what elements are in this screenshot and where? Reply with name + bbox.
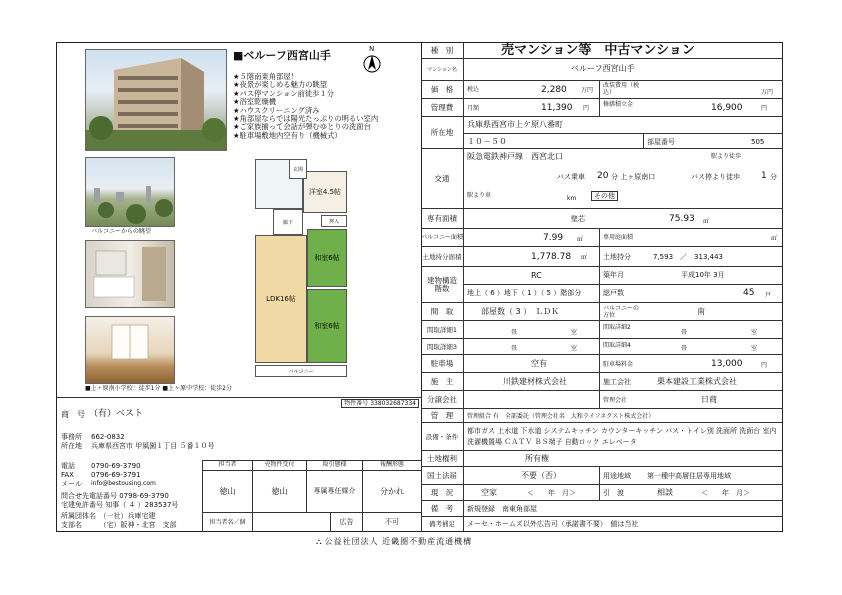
feature-item: ★ご家族揃って会話が弾むゆとりの洗面台	[233, 122, 371, 132]
label-land-right: 土地権利	[421, 451, 464, 466]
layout-value: 部屋数（ 3 ） ＬＤＫ	[481, 307, 560, 316]
parking-fee-value: 13,000	[711, 359, 743, 369]
label-kind: 種 別	[421, 43, 464, 58]
label-facility: 設備・条件	[421, 423, 464, 450]
contact-header: 売物件受付	[253, 461, 307, 470]
license-number: 宅建免許番号 知事（ ４ ）283537号	[61, 501, 179, 509]
location-lot: １０－５０	[467, 137, 507, 146]
label-seller: 施 主	[421, 373, 464, 390]
trade-number: 物件番号 338032687334	[341, 399, 419, 408]
label-detail2: 間取詳細2	[603, 324, 631, 331]
private-garden-unit: ㎡	[771, 235, 778, 242]
school-note: ■上ヶ原南小学校：徒歩1分 ■上ヶ原中学校：徒歩2分	[85, 385, 232, 392]
mansion-name: ベルーフ西宮山手	[571, 64, 635, 73]
label-direction: バルコニーの方位	[603, 305, 640, 319]
row-status	[421, 485, 783, 501]
row-mgmt	[421, 99, 783, 117]
row-detail-3	[421, 339, 783, 355]
handover-value: 相談	[657, 488, 673, 497]
row-sale	[421, 391, 783, 409]
units-unit: 戸	[765, 292, 772, 299]
label-name: マンション名	[421, 59, 464, 80]
contact-row2-label: 担当者名／個	[203, 512, 253, 532]
row-kind	[421, 43, 783, 59]
label-repair: 修繕積立金	[603, 101, 634, 108]
label-detail3: 間取詳細3	[421, 339, 464, 354]
row-price	[421, 81, 783, 99]
left-panel	[57, 43, 422, 531]
floor-plan	[253, 159, 357, 381]
detail2-room: 室	[751, 329, 758, 336]
fax-number: 0796-69-3791	[91, 471, 141, 479]
compass-label: N	[369, 45, 375, 53]
mgmt-value: 11,390	[541, 103, 573, 113]
seller-value: 川鉄建材株式会社	[503, 377, 567, 386]
row-parking	[421, 355, 783, 373]
label-private-garden: 専用庭面積	[603, 234, 634, 241]
org-logo-icon: ⛬	[316, 537, 322, 546]
label-traffic: 交通	[421, 149, 464, 208]
mgmt-unit: 円	[583, 105, 590, 112]
label-status: 現 況	[421, 485, 464, 500]
ad-label: 広告	[331, 512, 363, 532]
parking-fee-unit: 円	[761, 362, 768, 369]
price-tax: 税込	[467, 86, 480, 93]
building-name: ■ベルーフ西宮山手	[233, 49, 331, 62]
repair-value: 16,900	[711, 103, 743, 113]
address-label: 所在地	[61, 442, 82, 450]
bus-label: バス乗車	[557, 173, 585, 181]
car-unit: km	[567, 195, 577, 202]
status-value: 空家	[481, 488, 497, 497]
row-traffic	[421, 149, 783, 209]
handover-period: ＜ 年 月＞	[701, 489, 750, 497]
contact-value-row	[203, 470, 422, 513]
floorplan-room-japanese-1: 和室6帖	[307, 229, 347, 287]
floorplan-hall: 廊下	[273, 209, 303, 235]
label-parking-fee: 駐車場料金	[603, 361, 634, 368]
mail-label: メール	[61, 480, 82, 488]
station-suffix: 駅より徒歩	[711, 153, 742, 160]
contact-value: 分かれ	[363, 470, 422, 512]
contact-value: 専属専任媒介	[307, 470, 363, 512]
balcony-area-unit: ㎡	[577, 236, 584, 243]
mail-address: info@bestousing.com	[91, 480, 156, 487]
floors-value: 地上（ 6 ）地下（ 1 ）（ 5 ）階部分	[467, 289, 582, 297]
row-location	[421, 117, 783, 149]
detail3-room: 室	[571, 345, 578, 352]
tel-number: 0790-69-3790	[91, 462, 141, 470]
label-mgmt-company: 管理会社	[603, 397, 628, 404]
ad-value: 不可	[363, 512, 422, 532]
row-name	[421, 59, 783, 81]
floorplan-room-western: 洋室4.5帖	[303, 171, 347, 213]
label-land-share: 土地持分	[603, 253, 631, 261]
feature-item: ★浴室乾燥機	[233, 97, 277, 107]
footer-org	[316, 537, 472, 546]
feature-item: ★夜景が楽しめる魅力の眺望	[233, 80, 328, 90]
law-value: 不要（否）	[521, 471, 561, 480]
compass-icon	[362, 45, 382, 74]
company-name: （有）ベスト	[89, 409, 144, 419]
mgmt-period: 月額	[467, 105, 480, 112]
label-law: 国土法届	[421, 467, 464, 484]
label-room-no: 部屋番号	[647, 138, 675, 146]
land-value: 1,778.78	[531, 252, 572, 262]
row-ad-note	[421, 517, 783, 531]
row-layout	[421, 303, 783, 321]
walk-label: バス停より徒歩	[691, 173, 740, 181]
detail4-room: 室	[751, 345, 758, 352]
feature-item: ★駐車場敷地内空有り（機械式）	[233, 130, 342, 140]
label-location: 所在地	[421, 117, 464, 148]
contact-header: 報酬形態	[363, 461, 422, 470]
branch-name: 支部名 （宅）阪神・北宮 支部	[61, 521, 177, 529]
label-layout: 間 取	[421, 303, 464, 320]
detail4-tatami: 畳	[681, 345, 688, 352]
feature-item: ★ハウスクリーニング済み	[233, 105, 320, 115]
label-mgmt: 管理費	[421, 99, 464, 116]
inquiry-tel: 問合せ先電話番号 0798-69-3790	[61, 492, 169, 500]
price-value: 2,280	[541, 85, 567, 95]
interior-photo-wash	[85, 240, 175, 308]
other-label: その他	[591, 191, 618, 201]
footer-text: 公益社団法人 近畿圏不動産流通機構	[324, 537, 473, 546]
price-unit: 万円	[581, 87, 594, 94]
floorplan-closet: 押入	[321, 215, 347, 227]
contact-row-2	[203, 512, 422, 532]
walk-minutes: 1	[761, 171, 767, 181]
row-land	[421, 247, 783, 267]
office-label: 事務所	[61, 433, 82, 441]
label-balcony-area: バルコニー面積	[421, 229, 464, 246]
floorplan-balcony: バルコニー	[255, 365, 347, 377]
area-value: 75.93	[669, 214, 695, 224]
label-handover: 引 渡	[603, 489, 624, 497]
label-reform: 改装費用（税込）	[603, 82, 640, 96]
facility-value: 都市ガス 上水道 下水道 システムキッチン カウンターキッチン バス・トイレ別 洗面所 洗面台 室内洗濯機置場 ＣＡＴＶ ＢＳ端子 自動ロック エレベータ	[467, 427, 777, 446]
label-ad-note: 備考補足	[421, 517, 464, 531]
label-manage: 管 理	[421, 409, 464, 422]
bus-minutes: 20	[597, 171, 609, 181]
row-law	[421, 467, 783, 485]
area-type: 壁芯	[571, 215, 585, 223]
company-name-label: 商 号	[61, 410, 85, 419]
contact-row2-empty	[253, 512, 331, 532]
location-address: 兵庫県西宮市上ケ原八番町	[467, 120, 563, 129]
label-builder: 施工会社	[603, 378, 631, 386]
built-value: 平成10年 3月	[681, 271, 725, 279]
office-address: 兵庫県西宮市 甲風園１丁目 ５番１０号	[91, 442, 215, 450]
floorplan-entrance: 玄関	[289, 159, 307, 179]
contact-table	[202, 460, 422, 532]
remarks-value: 新規登録 南東角部屋	[467, 505, 537, 513]
ad-note-value: メーセ・ホームズ以外広告可（承諾書不要） 値は当社	[467, 520, 639, 528]
contact-value: 徳山	[203, 470, 253, 512]
contact-value: 徳山	[253, 470, 307, 512]
bus-stop: 分 上ヶ原南口	[611, 173, 656, 181]
contact-header: 担当者	[203, 461, 253, 470]
repair-unit: 円	[761, 105, 768, 112]
tel-label: 電話	[61, 462, 75, 470]
feature-list	[233, 73, 378, 140]
mgmt-company-value: 日商	[701, 395, 717, 404]
area-unit: ㎡	[703, 218, 710, 225]
property-kind: 売マンション等 中古マンション	[501, 43, 695, 58]
land-share: 7,593 ／ 313,443	[653, 253, 723, 261]
row-manage	[421, 409, 783, 423]
units-value: 45	[743, 288, 755, 298]
walk-unit: 分	[770, 173, 777, 181]
photo-caption: バルコニーからの眺望	[91, 228, 152, 235]
row-facility	[421, 423, 783, 451]
structure-value: RC	[531, 271, 542, 280]
feature-item: ★角部屋ならでは陽光たっぷりの明るい室内	[233, 114, 379, 124]
row-seller	[421, 373, 783, 391]
building-exterior-icon	[86, 50, 226, 150]
balcony-view-photo	[85, 157, 175, 227]
status-period: ＜ 年 月＞	[527, 489, 576, 497]
floorplan-room-japanese-2: 和室6帖	[307, 289, 347, 363]
label-detail4: 間取詳細4	[603, 342, 631, 349]
floorplan-room-ldk: LDK16帖	[255, 235, 307, 363]
fax-label: FAX	[61, 471, 74, 479]
zone-value: 第一種中高層住居専用地域	[647, 472, 731, 480]
listing-sheet	[56, 42, 783, 532]
detail1-tatami: 畳	[511, 329, 518, 336]
interior-photo-ldk	[85, 316, 175, 384]
association-name: 所属団体名 （一社）兵庫宅建	[61, 512, 156, 520]
room-number: 505	[751, 138, 765, 146]
label-zone: 用途地域	[603, 472, 631, 480]
label-land: 土地持分面積	[421, 247, 464, 266]
row-remarks	[421, 501, 783, 517]
car-label: 駅より車	[467, 192, 492, 199]
row-land-right	[421, 451, 783, 467]
manage-value: 管理組合 有 全部委託（管理会社名 大和ライフネクスト株式会社）	[467, 413, 655, 420]
row-balcony-area	[421, 229, 783, 247]
row-area	[421, 209, 783, 229]
detail2-tatami: 畳	[681, 329, 688, 336]
row-structure	[421, 267, 783, 303]
detail1-room: 室	[571, 329, 578, 336]
detail3-tatami: 畳	[511, 345, 518, 352]
label-remarks: 備 考	[421, 501, 464, 516]
label-price: 価 格	[421, 81, 464, 98]
label-built: 築年月	[603, 271, 624, 279]
office-postal: 662-0832	[91, 433, 125, 441]
right-panel	[421, 43, 783, 531]
train-line: 阪急電鉄神戸線 西宮北口	[467, 152, 563, 161]
row-detail-1	[421, 321, 783, 339]
contact-header: 取引態様	[307, 461, 363, 470]
balcony-area-value: 7.99	[543, 233, 564, 243]
label-detail1: 間取詳細1	[421, 321, 464, 338]
label-structure: 建物構造 階数	[421, 267, 464, 302]
builder-value: 栗本建設工業株式会社	[657, 377, 737, 386]
label-units: 総戸数	[603, 289, 624, 297]
label-sale: 分譲会社	[421, 391, 464, 408]
land-right-value: 所有権	[525, 454, 549, 463]
land-unit: ㎡	[581, 254, 588, 261]
reform-unit: 万円	[761, 89, 774, 96]
label-area: 専有面積	[421, 209, 464, 228]
direction-value: 南	[697, 307, 705, 316]
feature-item: ★バス停マンション前徒歩１分	[233, 88, 335, 98]
building-photo	[85, 49, 227, 151]
parking-value: 空有	[531, 359, 547, 368]
label-parking: 駐車場	[421, 355, 464, 372]
feature-item: ★５階南東角部屋！	[233, 72, 298, 81]
